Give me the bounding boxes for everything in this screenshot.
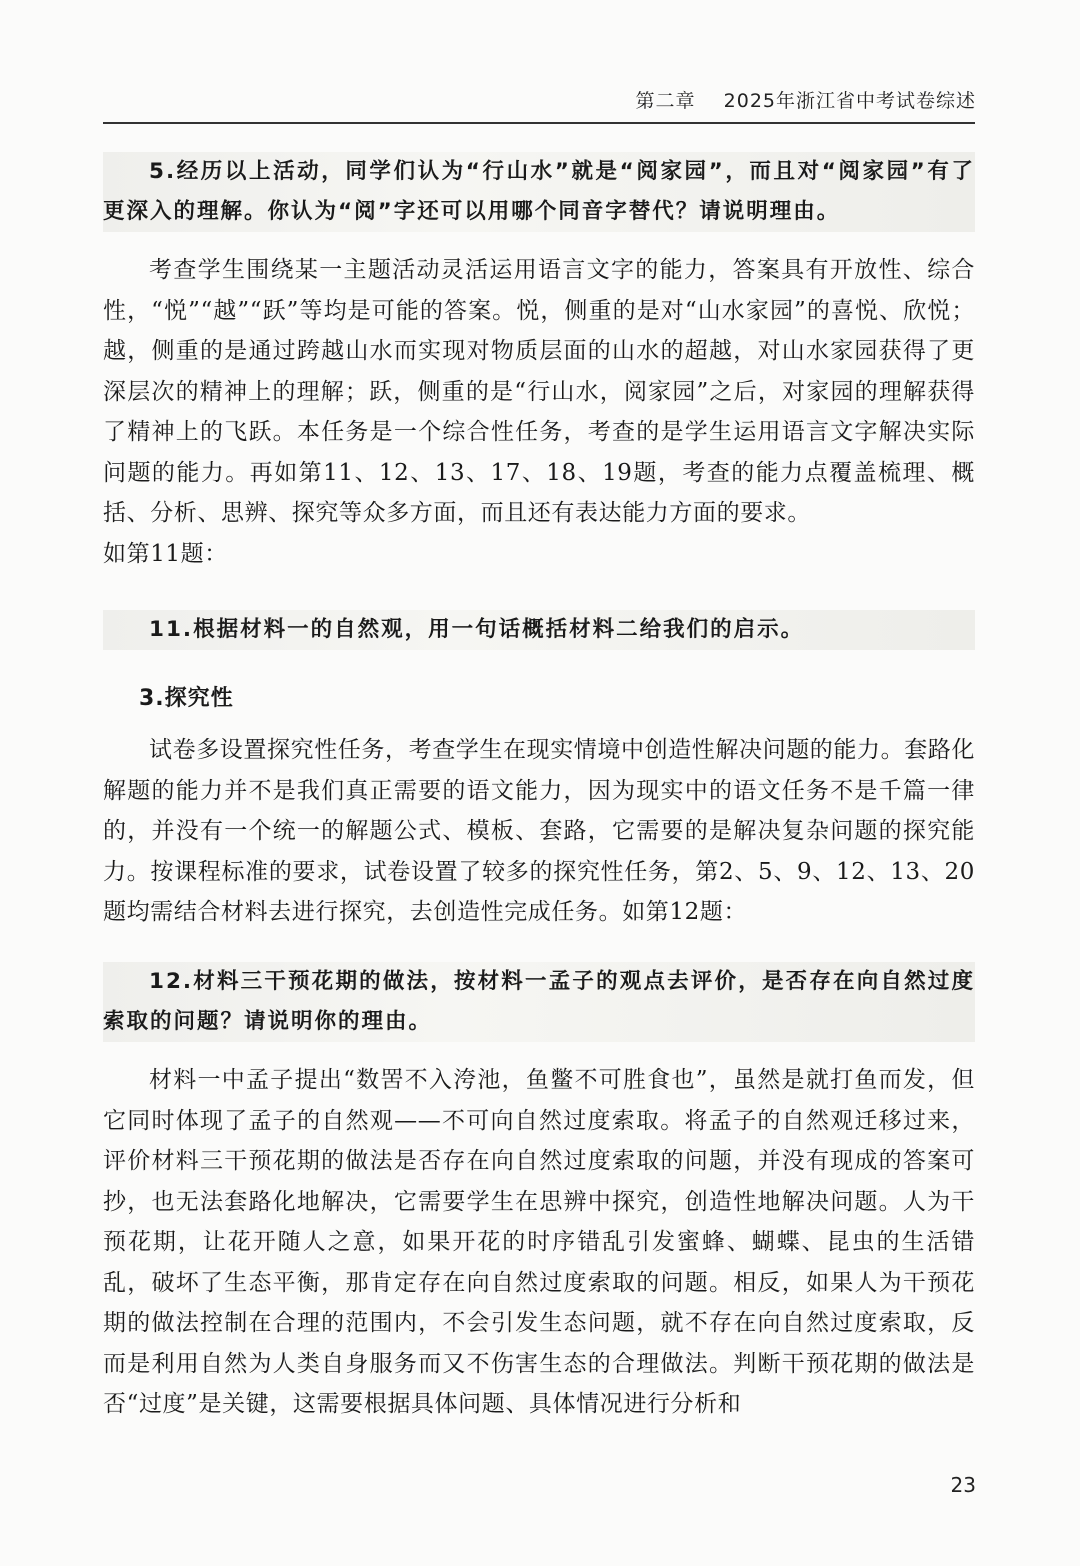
paragraph-text-tail: 如第11题： bbox=[103, 540, 228, 567]
quote-question-5 bbox=[103, 152, 975, 232]
quote-text: 11.根据材料一的自然观，用一句话概括材料二给我们的启示。 bbox=[103, 610, 975, 650]
body-paragraph-1 bbox=[103, 250, 975, 574]
chapter-title: 2025年浙江省中考试卷综述 bbox=[723, 90, 976, 112]
header-rule bbox=[103, 122, 975, 124]
quote-question-11 bbox=[103, 610, 975, 650]
quote-text: 5.经历以上活动，同学们认为“行山水”就是“阅家园”，而且对“阅家园”有了更深入的理解。你认为“阅”字还可以用哪个同音字替代？请说明理由。 bbox=[103, 152, 975, 232]
chapter-label: 第二章 bbox=[635, 90, 696, 112]
page-number: 23 bbox=[950, 1473, 976, 1497]
body-paragraph-3 bbox=[103, 1060, 975, 1425]
paragraph-text: 试卷多设置探究性任务，考查学生在现实情境中创造性解决问题的能力。套路化解题的能力并不是我们真正需要的语文能力，因为现实中的语文任务不是千篇一律的，并没有一个统一的解题公式、模板、套路，它需要的是解决复杂问题的探究能力。按课程标准的要求，试卷设置了较多的探究性任务，第2、5、9、12、13、20题均需结合材料去进行探究，去创造性完成任务。如第12题： bbox=[103, 737, 975, 925]
paragraph-text: 材料一中孟子提出“数罟不入洿池，鱼鳖不可胜食也”，虽然是就打鱼而发，但它同时体现了孟子的自然观——不可向自然过度索取。将孟子的自然观迁移过来，评价材料三干预花期的做法是否存在向自然过度索取的问题，并没有现成的答案可抄，也无法套路化地解决，它需要学生在思辨中探究，创造性地解决问题。人为干预花期，让花开随人之意，如果开花的时序错乱引发蜜蜂、蝴蝶、昆虫的生活错乱，破坏了生态平衡，那肯定存在向自然过度索取的问题。相反，如果人为干预花期的做法控制在合理的范围内，不会引发生态问题，就不存在向自然过度索取，反而是利用自然为人类自身服务而又不伤害生态的合理做法。判断干预花期的做法是否“过度”是关键，这需要根据具体问题、具体情况进行分析和 bbox=[103, 1067, 975, 1417]
body-paragraph-2 bbox=[103, 730, 975, 933]
section-heading-text: 3.探究性 bbox=[139, 686, 234, 711]
section-heading bbox=[103, 681, 975, 712]
quote-text: 12.材料三干预花期的做法，按材料一孟子的观点去评价，是否存在向自然过度索取的问题？请说明你的理由。 bbox=[103, 962, 975, 1042]
quote-question-12 bbox=[103, 962, 975, 1042]
paragraph-text: 考查学生围绕某一主题活动灵活运用语言文字的能力，答案具有开放性、综合性，“悦”“越”“跃”等均是可能的答案。悦，侧重的是对“山水家园”的喜悦、欣悦；越，侧重的是通过跨越山水而实现对物质层面的山水的超越，对山水家园获得了更深层次的精神上的理解；跃，侧重的是“行山水，阅家园”之后，对家园的理解获得了精神上的飞跃。本任务是一个综合性任务，考查的是学生运用语言文字解决实际问题的能力。再如第11、12、13、17、18、19题，考查的能力点覆盖梳理、概括、分析、思辨、探究等众多方面，而且还有表达能力方面的要求。 bbox=[103, 257, 975, 526]
running-header bbox=[635, 86, 976, 113]
